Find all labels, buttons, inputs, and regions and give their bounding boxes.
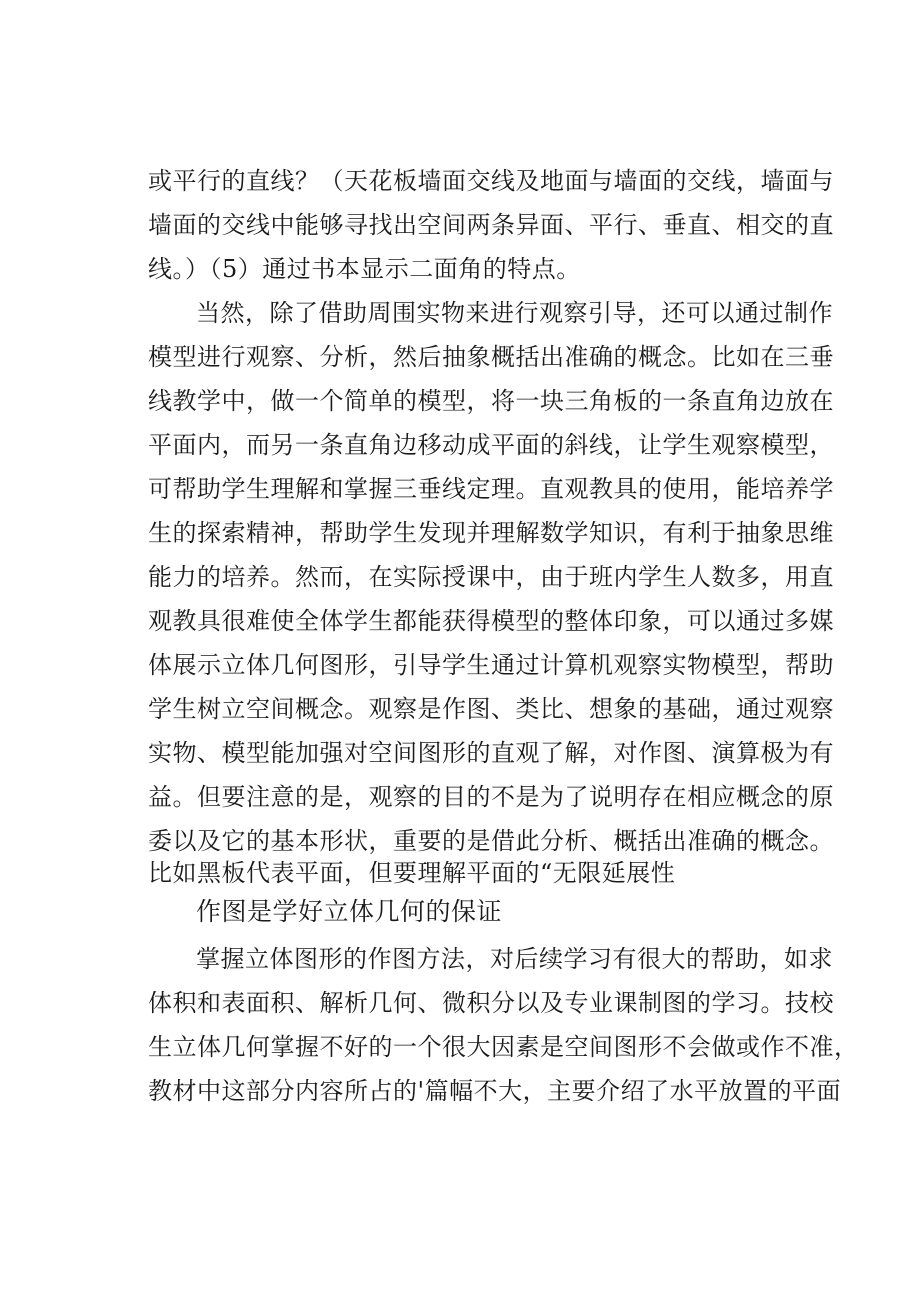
paragraph-2-line-14: 比如黑板代表平面，但要理解平面的“无限延展性 bbox=[148, 859, 676, 887]
section-heading: 作图是学好立体几何的保证 bbox=[196, 897, 503, 926]
paragraph-2-line-3: 线教学中，做一个简单的模型，将一块三角板的一条直角边放在 bbox=[148, 387, 834, 415]
paragraph-2-line-13: 委以及它的基本形状，重要的是借此分析、概括出准确的概念。 bbox=[148, 827, 834, 855]
paragraph-2-line-12: 益。但要注意的是，观察的目的不是为了说明存在相应概念的原 bbox=[148, 783, 834, 811]
paragraph-2-line-10: 学生树立空间概念。观察是作图、类比、想象的基础，通过观察 bbox=[148, 695, 834, 723]
paragraph-1-line-1: 或平行的直线？（天花板墙面交线及地面与墙面的交线，墙面与 bbox=[148, 167, 834, 195]
paragraph-2-line-8: 观教具很难使全体学生都能获得模型的整体印象，可以通过多媒 bbox=[148, 607, 834, 635]
paragraph-2-line-1: 当然，除了借助周围实物来进行观察引导，还可以通过制作 bbox=[196, 299, 833, 327]
paragraph-1-line-2: 墙面的交线中能够寻找出空间两条异面、平行、垂直、相交的直 bbox=[148, 211, 834, 239]
paragraph-3-line-3: 生立体几何掌握不好的一个很大因素是空间图形不会做或作不准， bbox=[148, 1033, 859, 1061]
paragraph-3-line-2: 体积和表面积、解析几何、微积分以及专业课制图的学习。技校 bbox=[148, 989, 834, 1017]
paragraph-2-line-2: 模型进行观察、分析，然后抽象概括出准确的概念。比如在三垂 bbox=[148, 343, 834, 371]
paragraph-2-line-9: 体展示立体几何图形，引导学生通过计算机观察实物模型，帮助 bbox=[148, 651, 834, 679]
paragraph-3-line-1: 掌握立体图形的作图方法，对后续学习有很大的帮助，如求 bbox=[196, 945, 833, 973]
paragraph-2-line-6: 生的探索精神，帮助学生发现并理解数学知识，有利于抽象思维 bbox=[148, 519, 834, 547]
paragraph-2-line-5: 可帮助学生理解和掌握三垂线定理。直观教具的使用，能培养学 bbox=[148, 475, 834, 503]
paragraph-2-line-11: 实物、模型能加强对空间图形的直观了解，对作图、演算极为有 bbox=[148, 739, 834, 767]
paragraph-3-line-4: 教材中这部分内容所占的'篇幅不大，主要介绍了水平放置的平面 bbox=[148, 1077, 842, 1105]
paragraph-2-line-4: 平面内，而另一条直角边移动成平面的斜线，让学生观察模型， bbox=[148, 431, 834, 459]
paragraph-2-line-7: 能力的培养。然而，在实际授课中，由于班内学生人数多，用直 bbox=[148, 563, 834, 591]
paragraph-1-line-3: 线。）（5）通过书本显示二面角的特点。 bbox=[148, 255, 581, 283]
